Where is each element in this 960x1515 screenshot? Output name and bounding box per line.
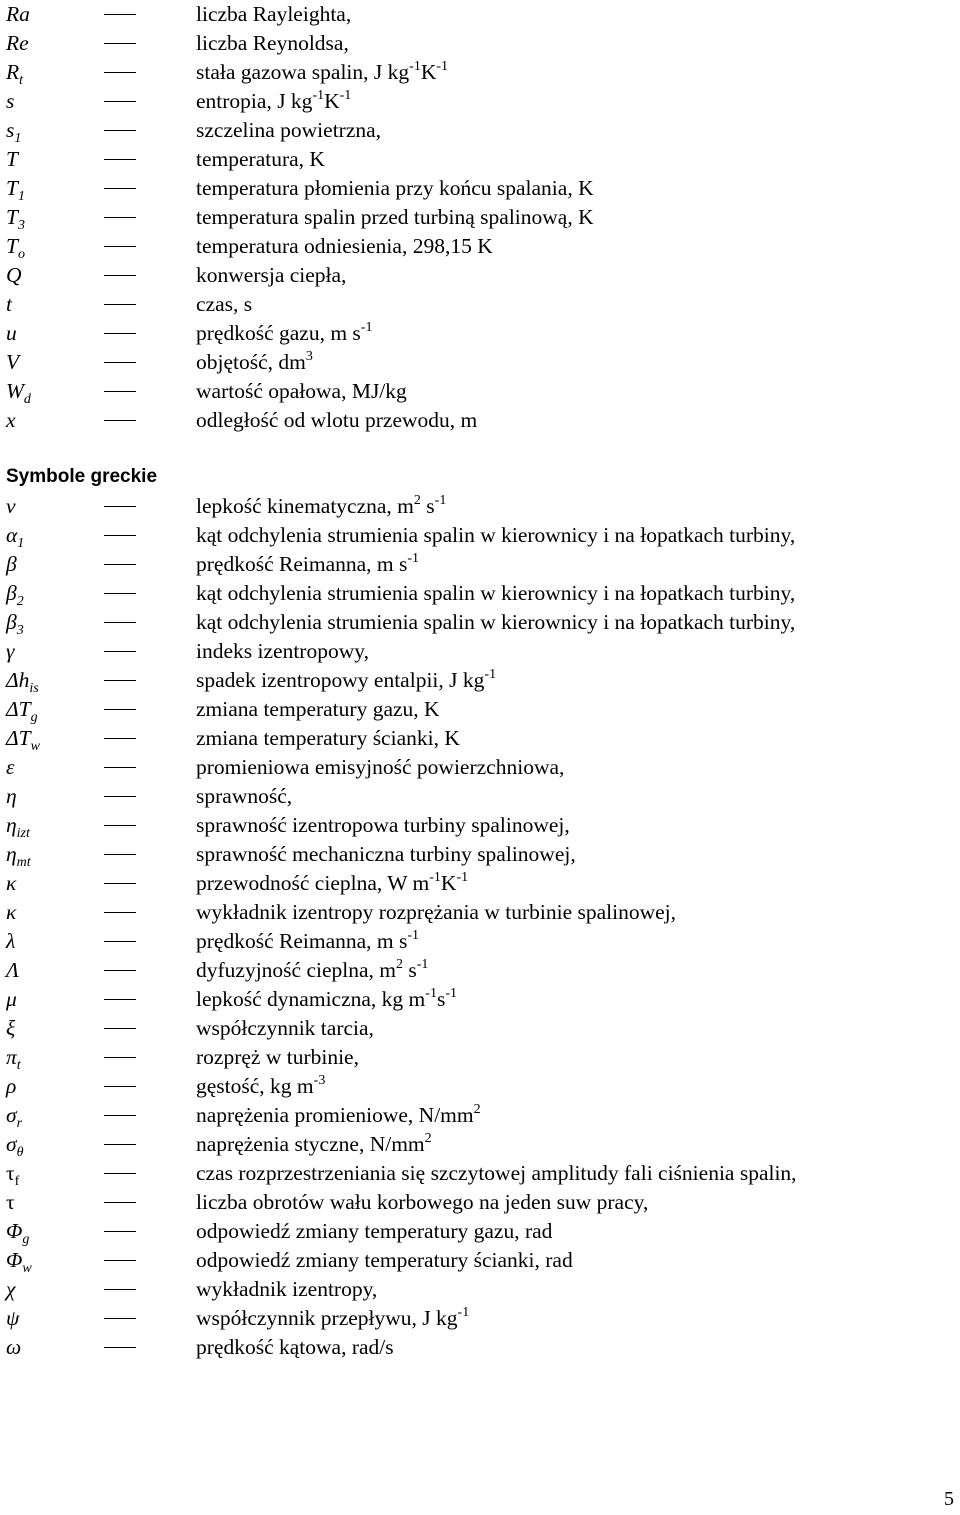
symbol-description: liczba obrotów wału korbowego na jeden suw pracy,: [196, 1190, 649, 1214]
symbol-description: temperatura płomienia przy końcu spalania, K: [196, 176, 594, 200]
symbol: $s_1$: [6, 118, 22, 146]
symbol: $\eta_{mt}$: [6, 842, 31, 870]
symbol-description: temperatura odniesienia, 298,15 K: [196, 234, 493, 258]
em-dash-separator: [104, 275, 136, 276]
symbol-row: [0, 1159, 960, 1188]
symbol: Λ: [6, 958, 19, 982]
em-dash-separator: [104, 854, 136, 855]
symbol-description: przewodność cieplna, W $m^{-1}K^{-1}$: [196, 870, 469, 895]
symbol: $\Phi_g$: [6, 1219, 30, 1247]
symbol-row: [0, 840, 960, 869]
symbol: $T_o$: [6, 234, 25, 262]
em-dash-separator: [104, 217, 136, 218]
em-dash-separator: [104, 767, 136, 768]
symbol-row: [0, 1043, 960, 1072]
symbol-description: czas, s: [196, 292, 253, 316]
em-dash-separator: [104, 130, 136, 131]
em-dash-separator: [104, 970, 136, 971]
symbol-description: lepkość dynamiczna, kg $m^{-1}s^{-1}$: [196, 986, 457, 1011]
symbol-row: [0, 406, 960, 435]
symbol: κ: [6, 871, 17, 895]
em-dash-separator: [104, 564, 136, 565]
symbol: Re: [6, 31, 29, 55]
em-dash-separator: [104, 43, 136, 44]
em-dash-separator: [104, 72, 136, 73]
symbol-description: promieniowa emisyjność powierzchniowa,: [196, 755, 565, 779]
em-dash-separator: [104, 709, 136, 710]
em-dash-separator: [104, 825, 136, 826]
em-dash-separator: [104, 1231, 136, 1232]
symbol-description: liczba Reynoldsa,: [196, 31, 349, 55]
symbol: χ: [6, 1277, 16, 1301]
symbol-description: zmiana temperatury ścianki, K: [196, 726, 460, 750]
page-number: 5: [944, 1488, 954, 1510]
symbol-row: [0, 724, 960, 753]
symbol: u: [6, 321, 17, 345]
symbol: $\tau_f$: [6, 1161, 20, 1189]
em-dash-separator: [104, 391, 136, 392]
em-dash-separator: [104, 101, 136, 102]
symbol-description: wykładnik izentropy,: [196, 1277, 378, 1301]
symbol-description: odpowiedź zmiany temperatury gazu, rad: [196, 1219, 553, 1243]
em-dash-separator: [104, 1202, 136, 1203]
em-dash-separator: [104, 14, 136, 15]
em-dash-separator: [104, 304, 136, 305]
symbol-description: zmiana temperatury gazu, K: [196, 697, 440, 721]
symbol-description: prędkość kątowa, rad/s: [196, 1335, 394, 1359]
symbol-row: [0, 695, 960, 724]
symbol-description: prędkość Reimanna, m $s^{-1}$: [196, 551, 420, 576]
em-dash-separator: [104, 1028, 136, 1029]
symbol-description: prędkość gazu, m $s^{-1}$: [196, 320, 373, 345]
symbol-row: [0, 811, 960, 840]
symbol: $\sigma_\theta$: [6, 1132, 24, 1160]
symbol: κ: [6, 900, 17, 924]
symbol-row: [0, 1333, 960, 1362]
em-dash-separator: [104, 1260, 136, 1261]
symbol-row: [0, 1246, 960, 1275]
symbol-description: kąt odchylenia strumienia spalin w kierownicy i na łopatkach turbiny,: [196, 523, 796, 547]
symbol-description: kąt odchylenia strumienia spalin w kierownicy i na łopatkach turbiny,: [196, 581, 796, 605]
em-dash-separator: [104, 506, 136, 507]
symbol: τ: [6, 1190, 15, 1214]
symbol: ψ: [6, 1306, 20, 1330]
em-dash-separator: [104, 188, 136, 189]
symbol-description: czas rozprzestrzeniania się szczytowej amplitudy fali ciśnienia spalin,: [196, 1161, 797, 1185]
symbol-row: [0, 956, 960, 985]
symbol: $T_3$: [6, 205, 25, 233]
em-dash-separator: [104, 1115, 136, 1116]
symbol-description: rozpręż w turbinie,: [196, 1045, 359, 1069]
symbol-row: [0, 377, 960, 406]
symbol: β: [6, 552, 17, 576]
symbol-row: [0, 550, 960, 579]
em-dash-separator: [104, 1318, 136, 1319]
symbol-description: temperatura, K: [196, 147, 325, 171]
symbol-description: gęstość, kg $m^{-3}$: [196, 1073, 326, 1098]
symbol-row: [0, 1130, 960, 1159]
symbol-description: współczynnik tarcia,: [196, 1016, 374, 1040]
symbol-row: [0, 1275, 960, 1304]
symbol: $T_1$: [6, 176, 25, 204]
symbol-row: [0, 58, 960, 87]
symbol-description: kąt odchylenia strumienia spalin w kierownicy i na łopatkach turbiny,: [196, 610, 796, 634]
symbol: $\Delta h_{is}$: [6, 668, 39, 696]
symbol: $\pi_t$: [6, 1045, 21, 1073]
symbol: μ: [6, 987, 17, 1011]
symbol-row: [0, 782, 960, 811]
symbol-row: [0, 87, 960, 116]
symbol: ω: [6, 1335, 22, 1359]
symbol-row: [0, 29, 960, 58]
symbol-row: [0, 319, 960, 348]
symbol-row: [0, 290, 960, 319]
symbol: T: [6, 147, 18, 171]
symbol: Q: [6, 263, 22, 287]
em-dash-separator: [104, 362, 136, 363]
em-dash-separator: [104, 246, 136, 247]
symbol-description: odpowiedź zmiany temperatury ścianki, rad: [196, 1248, 573, 1272]
em-dash-separator: [104, 1144, 136, 1145]
symbol-description: konwersja ciepła,: [196, 263, 347, 287]
symbol-row: [0, 203, 960, 232]
em-dash-separator: [104, 535, 136, 536]
symbol-row: [0, 927, 960, 956]
symbol-description: współczynnik przepływu, J $kg^{-1}$: [196, 1305, 470, 1330]
symbol: Ra: [6, 2, 30, 26]
symbol: ξ: [6, 1016, 16, 1040]
em-dash-separator: [104, 420, 136, 421]
symbol-description: wartość opałowa, MJ/kg: [196, 379, 407, 403]
symbol-row: [0, 1072, 960, 1101]
symbol-description: prędkość Reimanna, m $s^{-1}$: [196, 928, 420, 953]
symbol-row: [0, 1014, 960, 1043]
symbol-row: [0, 985, 960, 1014]
symbol-row: [0, 869, 960, 898]
symbol: $\Delta T_w$: [6, 726, 40, 754]
symbol-row: [0, 608, 960, 637]
em-dash-separator: [104, 738, 136, 739]
symbol-row: [0, 637, 960, 666]
symbol-row: [0, 898, 960, 927]
em-dash-separator: [104, 796, 136, 797]
symbol-description: wykładnik izentropy rozprężania w turbinie spalinowej,: [196, 900, 677, 924]
symbol-description: indeks izentropowy,: [196, 639, 369, 663]
symbol-description: lepkość kinematyczna, $m^2$ $s^{-1}$: [196, 493, 447, 518]
symbol: ρ: [6, 1074, 17, 1098]
em-dash-separator: [104, 333, 136, 334]
symbol: t: [6, 292, 12, 316]
symbol-description: spadek izentropowy entalpii, J $kg^{-1}$: [196, 667, 497, 692]
symbol-row: [0, 753, 960, 782]
symbol-row: [0, 492, 960, 521]
symbol: γ: [6, 639, 15, 663]
symbol-description: entropia, J $kg^{-1}K^{-1}$: [196, 88, 352, 113]
symbol: $R_t$: [6, 60, 24, 88]
em-dash-separator: [104, 651, 136, 652]
symbol-description: liczba Rayleighta,: [196, 2, 352, 26]
symbol-description: naprężenia styczne, $N/mm^2$: [196, 1131, 432, 1156]
symbol-row: [0, 1217, 960, 1246]
symbol: $\beta_2$: [6, 581, 24, 609]
symbol-row: [0, 1304, 960, 1333]
symbol-description: sprawność,: [196, 784, 293, 808]
symbol: ε: [6, 755, 15, 779]
em-dash-separator: [104, 912, 136, 913]
symbol: V: [6, 350, 20, 374]
symbol: $\beta_3$: [6, 610, 24, 638]
symbol: s: [6, 89, 15, 113]
symbol-description: stała gazowa spalin, J $kg^{-1}K^{-1}$: [196, 59, 449, 84]
symbol: $\Delta T_g$: [6, 697, 38, 725]
em-dash-separator: [104, 883, 136, 884]
em-dash-separator: [104, 999, 136, 1000]
em-dash-separator: [104, 1173, 136, 1174]
symbol-row: [0, 521, 960, 550]
em-dash-separator: [104, 1057, 136, 1058]
symbol-row: [0, 174, 960, 203]
symbol-row: [0, 261, 960, 290]
symbol: $\eta_{izt}$: [6, 813, 30, 841]
symbol-description: dyfuzyjność cieplna, $m^2$ $s^{-1}$: [196, 957, 429, 982]
symbol-row: [0, 348, 960, 377]
em-dash-separator: [104, 1086, 136, 1087]
symbol-description: szczelina powietrzna,: [196, 118, 382, 142]
em-dash-separator: [104, 680, 136, 681]
symbol-row: [0, 1188, 960, 1217]
symbol: λ: [6, 929, 16, 953]
symbol-row: [0, 579, 960, 608]
em-dash-separator: [104, 1347, 136, 1348]
symbol: x: [6, 408, 16, 432]
symbol: ν: [6, 494, 16, 518]
symbol-description: sprawność izentropowa turbiny spalinowej,: [196, 813, 570, 837]
symbol-row: [0, 145, 960, 174]
symbol-row: [0, 666, 960, 695]
symbol-row: [0, 232, 960, 261]
em-dash-separator: [104, 593, 136, 594]
em-dash-separator: [104, 941, 136, 942]
symbol: $\sigma_r$: [6, 1103, 23, 1131]
symbol: η: [6, 784, 17, 808]
symbol-description: sprawność mechaniczna turbiny spalinowej,: [196, 842, 576, 866]
symbol-description: objętość, $dm^3$: [196, 349, 313, 374]
em-dash-separator: [104, 159, 136, 160]
symbol-row: [0, 0, 960, 29]
symbol: $\alpha_1$: [6, 523, 25, 551]
symbol-row: [0, 116, 960, 145]
greek-symbols-heading: Symbole greckie: [6, 466, 158, 487]
symbol-row: [0, 1101, 960, 1130]
symbol-description: odległość od wlotu przewodu, m: [196, 408, 478, 432]
symbol: $W_d$: [6, 379, 31, 407]
em-dash-separator: [104, 622, 136, 623]
symbol-description: naprężenia promieniowe, $N/mm^2$: [196, 1102, 481, 1127]
symbol-description: temperatura spalin przed turbiną spalinową, K: [196, 205, 594, 229]
symbol: $\Phi_w$: [6, 1248, 32, 1276]
em-dash-separator: [104, 1289, 136, 1290]
